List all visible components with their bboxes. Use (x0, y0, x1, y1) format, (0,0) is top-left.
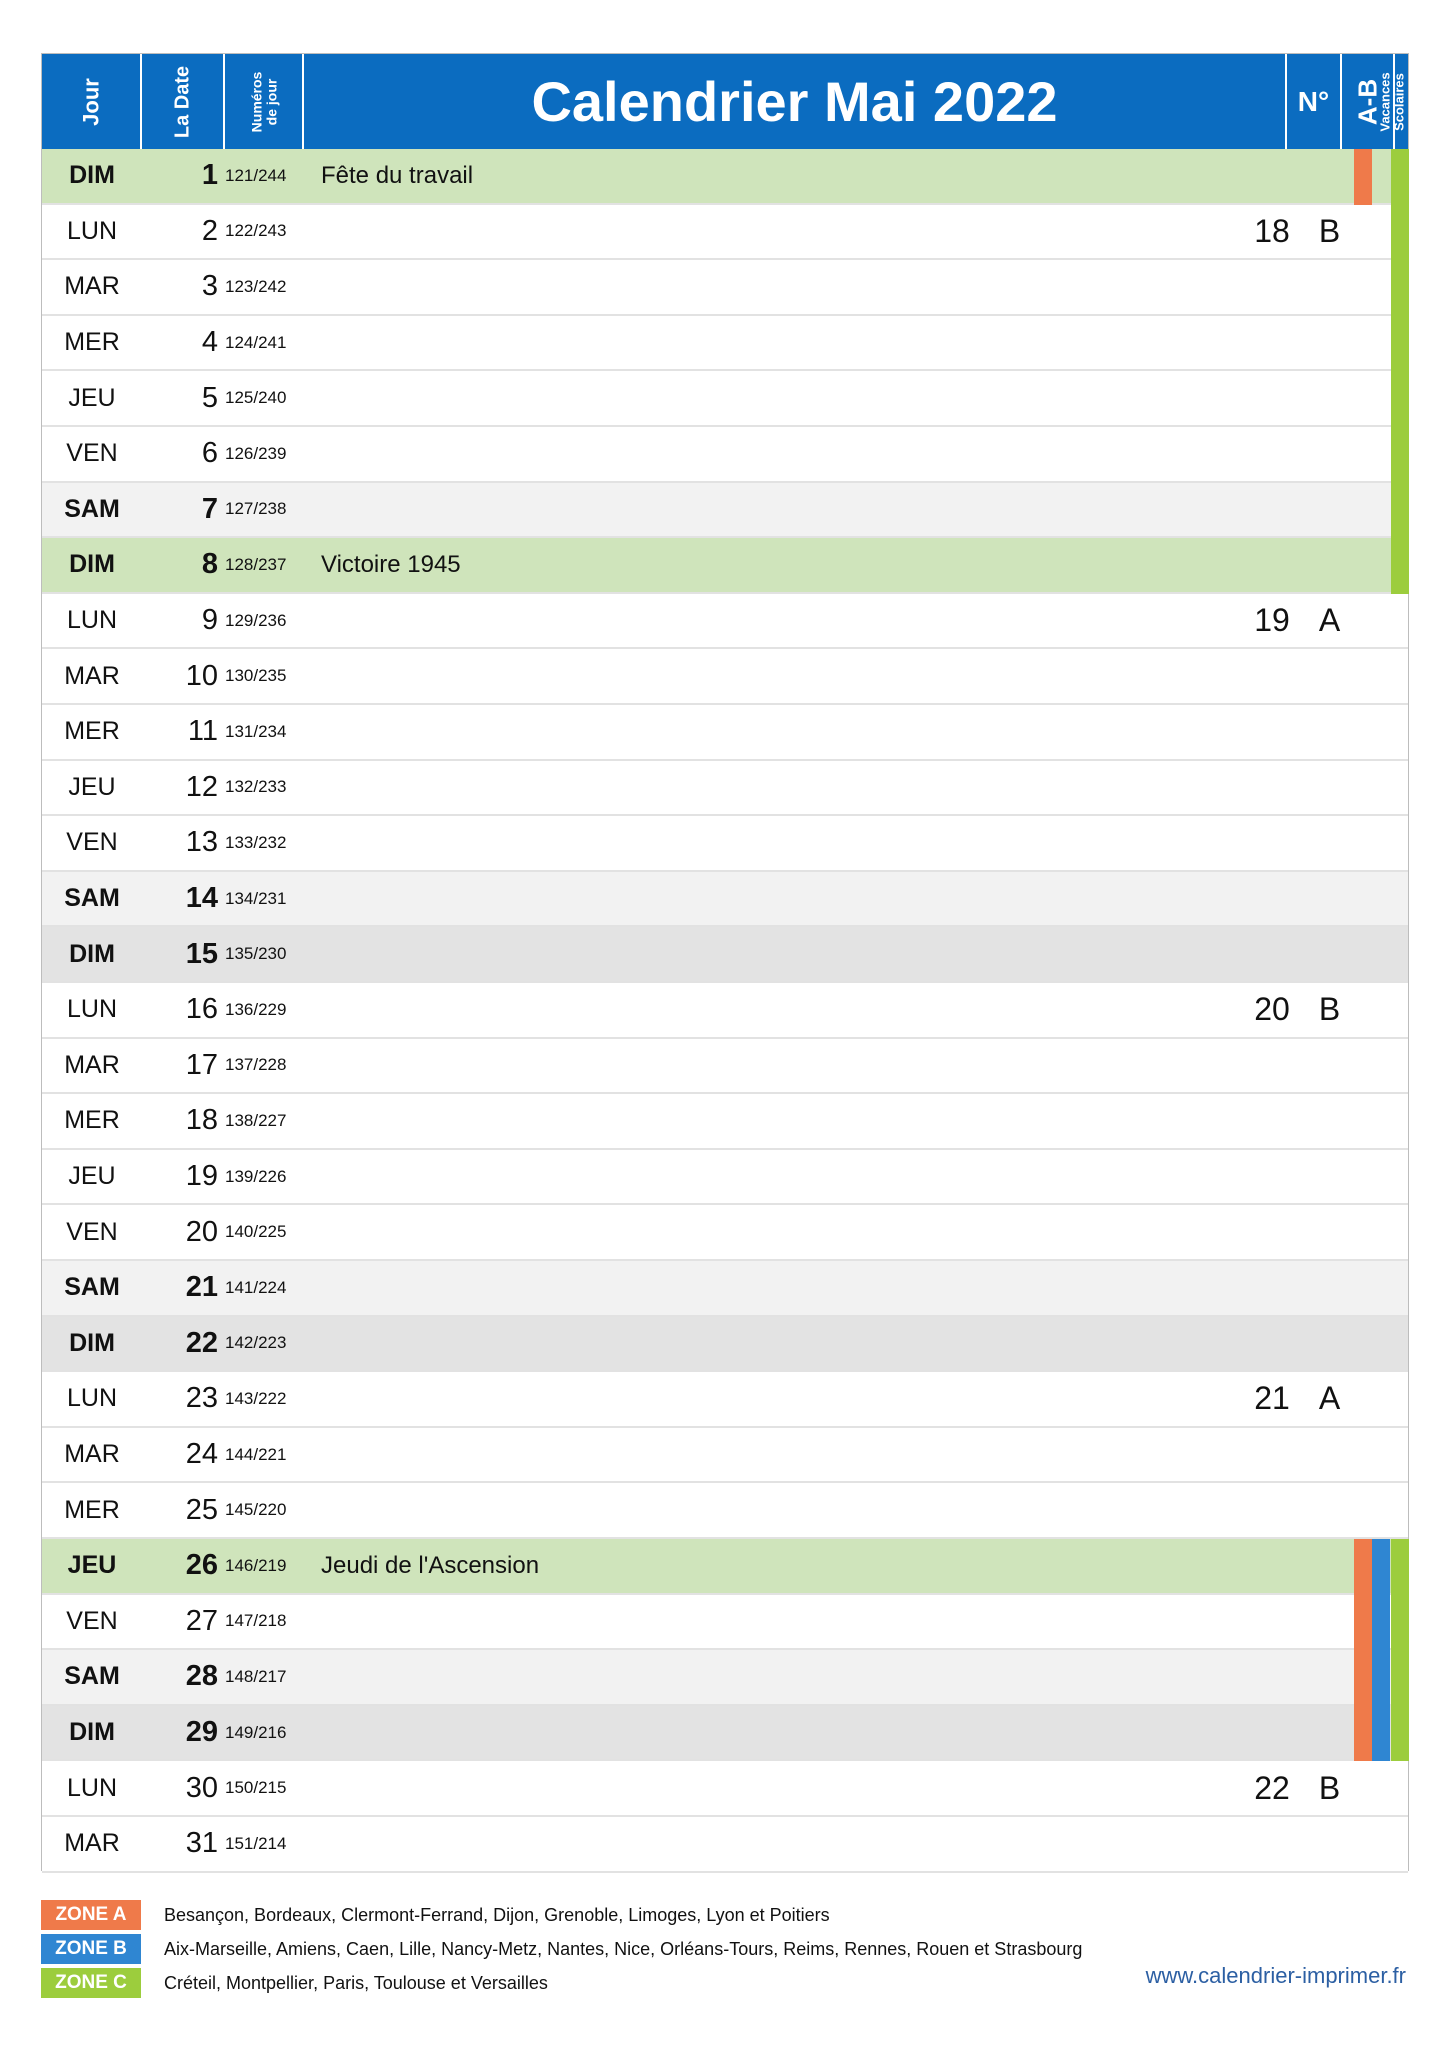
week-ab (1302, 1261, 1357, 1315)
day-row (42, 1539, 1408, 1595)
day-name: MER (64, 717, 120, 746)
week-number (1242, 1150, 1302, 1204)
day-row (42, 483, 1408, 539)
week-number (1242, 1039, 1302, 1093)
vacation-zone-b-marker (1372, 1595, 1390, 1651)
day-name: LUN (66, 1384, 117, 1413)
week-ab (1302, 1483, 1357, 1537)
week-number (1242, 927, 1302, 981)
day-number: 121/244 (225, 165, 287, 185)
day-date: 31 (185, 1827, 218, 1860)
day-number: 138/227 (225, 1110, 287, 1130)
day-row (42, 316, 1408, 372)
week-ab (1302, 483, 1357, 537)
day-name: LUN (66, 606, 117, 635)
day-event (321, 427, 921, 481)
day-event (321, 1817, 921, 1871)
week-number (1242, 1205, 1302, 1259)
week-ab (1302, 1595, 1357, 1649)
vacation-zone-a-marker (1354, 1595, 1372, 1651)
day-date: 23 (185, 1382, 218, 1415)
website-link[interactable]: www.calendrier-imprimer.fr (1145, 1963, 1406, 1988)
day-row (42, 1483, 1408, 1539)
day-name: VEN (66, 1606, 118, 1635)
header-date (142, 54, 225, 149)
week-number (1242, 816, 1302, 870)
vacation-zone-c-marker (1391, 371, 1409, 427)
day-number: 141/224 (225, 1277, 287, 1297)
day-name: MAR (64, 1440, 120, 1469)
day-event (321, 371, 921, 425)
day-row (42, 1150, 1408, 1206)
day-number: 139/226 (225, 1166, 287, 1186)
day-row (42, 983, 1408, 1039)
day-name: LUN (66, 1773, 117, 1802)
week-number (1242, 705, 1302, 759)
day-row (42, 1317, 1408, 1373)
day-event (321, 1372, 921, 1426)
header-vacances-label: Vacances Scolaires (1377, 71, 1406, 132)
week-number (1242, 483, 1302, 537)
week-number (1242, 1428, 1302, 1482)
header-jour (42, 54, 142, 149)
day-row (42, 761, 1408, 817)
week-ab (1302, 1706, 1357, 1760)
day-number: 149/216 (225, 1722, 287, 1742)
day-number: 134/231 (225, 888, 287, 908)
day-date: 20 (185, 1215, 218, 1248)
day-number: 130/235 (225, 666, 287, 686)
day-name: LUN (66, 995, 117, 1024)
day-row (42, 1205, 1408, 1261)
day-date: 9 (201, 604, 218, 637)
day-number: 128/237 (225, 554, 287, 574)
day-number: 146/219 (225, 1555, 287, 1575)
calendar-table (41, 53, 1409, 1871)
day-name: DIM (69, 939, 115, 968)
header-title-cell (304, 54, 1287, 149)
day-event: Jeudi de l'Ascension (321, 1551, 540, 1579)
vacation-zone-b-marker (1372, 1650, 1390, 1706)
week-number (1242, 149, 1302, 203)
day-name: SAM (64, 1662, 120, 1691)
week-ab (1302, 816, 1357, 870)
day-row (42, 594, 1408, 650)
day-event (321, 1094, 921, 1148)
day-date: 5 (201, 381, 218, 414)
week-ab (1302, 1150, 1357, 1204)
week-number (1242, 1706, 1302, 1760)
day-number: 140/225 (225, 1222, 287, 1242)
vacation-zone-a-marker (1354, 1539, 1372, 1595)
day-number: 147/218 (225, 1611, 287, 1631)
day-number: 142/223 (225, 1333, 287, 1353)
day-row (42, 371, 1408, 427)
day-name: JEU (68, 772, 116, 801)
day-row (42, 1817, 1408, 1873)
day-event: Victoire 1945 (321, 550, 461, 578)
week-number (1242, 1817, 1302, 1871)
day-date: 3 (201, 270, 218, 303)
day-name: SAM (64, 1273, 120, 1302)
day-name: LUN (66, 216, 117, 245)
day-date: 28 (185, 1660, 218, 1693)
day-name: DIM (69, 1328, 115, 1357)
day-date: 11 (187, 715, 218, 748)
header-week-number-label: N° (1297, 86, 1330, 117)
day-number: 148/217 (225, 1666, 287, 1686)
page-title: Calendrier Mai 2022 (531, 70, 1058, 133)
day-date: 19 (185, 1160, 218, 1193)
day-number: 144/221 (225, 1444, 287, 1464)
day-number: 143/222 (225, 1388, 287, 1408)
day-row (42, 1706, 1408, 1762)
vacation-zone-a-marker (1354, 1706, 1372, 1762)
week-ab: B (1318, 991, 1341, 1028)
zone-badge: ZONE A (41, 1900, 141, 1930)
vacation-zone-c-marker (1391, 1706, 1409, 1762)
week-number: 21 (1254, 1380, 1290, 1417)
vacation-zone-c-marker (1391, 483, 1409, 539)
day-name: JEU (68, 1162, 116, 1191)
zone-cities: Aix-Marseille, Amiens, Caen, Lille, Nancy-Metz, Nantes, Nice, Orléans-Tours, Reims, Rennes, Rouen et Strasbourg (164, 1939, 1083, 1959)
day-date: 26 (185, 1549, 218, 1582)
header-ab-label: A-B (1351, 78, 1382, 125)
day-date: 17 (185, 1048, 218, 1081)
day-event (321, 983, 921, 1037)
day-row (42, 1595, 1408, 1651)
day-name: MER (64, 328, 120, 357)
day-row (42, 1372, 1408, 1428)
day-date: 16 (185, 993, 218, 1026)
week-ab: B (1318, 1769, 1341, 1806)
week-ab (1302, 371, 1357, 425)
day-row (42, 149, 1408, 205)
day-date: 15 (185, 937, 218, 970)
day-event (321, 483, 921, 537)
week-ab (1302, 872, 1357, 926)
vacation-zone-c-marker (1391, 1595, 1409, 1651)
vacation-zone-a-marker (1354, 149, 1372, 205)
day-event: Fête du travail (321, 161, 474, 189)
day-row (42, 1428, 1408, 1484)
day-event (321, 1595, 921, 1649)
day-event (321, 816, 921, 870)
day-date: 25 (185, 1493, 218, 1526)
day-row (42, 1261, 1408, 1317)
day-number: 126/239 (225, 443, 287, 463)
week-ab (1302, 260, 1357, 314)
week-number (1242, 260, 1302, 314)
week-number (1242, 1595, 1302, 1649)
day-event (321, 1706, 921, 1760)
day-row (42, 260, 1408, 316)
day-event (321, 1650, 921, 1704)
vacation-zone-c-marker (1391, 538, 1409, 594)
week-number (1242, 1483, 1302, 1537)
day-name: MAR (64, 661, 120, 690)
day-event (321, 649, 921, 703)
day-number: 129/236 (225, 610, 287, 630)
week-number (1242, 872, 1302, 926)
week-ab (1302, 538, 1357, 592)
day-event (321, 1483, 921, 1537)
header-jour-label: Jour (78, 77, 104, 126)
day-name: MAR (64, 272, 120, 301)
day-date: 18 (185, 1104, 218, 1137)
day-row (42, 872, 1408, 928)
header-numeros-label: Numéros de jour (247, 71, 279, 132)
week-number (1242, 1317, 1302, 1371)
week-number (1242, 371, 1302, 425)
day-row (42, 538, 1408, 594)
calendar-header (42, 54, 1408, 149)
vacation-zone-c-marker (1391, 205, 1409, 261)
zone-badge: ZONE B (41, 1934, 141, 1964)
day-row (42, 1650, 1408, 1706)
day-event (321, 927, 921, 981)
day-date: 4 (201, 326, 218, 359)
day-number: 151/214 (225, 1833, 287, 1853)
day-row (42, 1761, 1408, 1817)
week-ab (1302, 427, 1357, 481)
day-number: 123/242 (225, 276, 287, 296)
zone-cities: Créteil, Montpellier, Paris, Toulouse et Versailles (164, 1973, 548, 1993)
week-ab (1302, 1205, 1357, 1259)
day-event (321, 1205, 921, 1259)
vacation-zone-c-marker (1391, 1650, 1409, 1706)
week-number (1242, 1094, 1302, 1148)
day-row (42, 816, 1408, 872)
week-ab (1302, 927, 1357, 981)
vacation-zone-b-marker (1372, 1706, 1390, 1762)
day-name: DIM (69, 161, 115, 190)
day-date: 7 (201, 492, 218, 525)
day-name: VEN (66, 1217, 118, 1246)
day-name: SAM (64, 494, 120, 523)
week-number (1242, 1650, 1302, 1704)
zone-badge: ZONE C (41, 1968, 141, 1998)
day-event (321, 1150, 921, 1204)
week-number (1242, 538, 1302, 592)
day-date: 10 (185, 659, 218, 692)
day-number: 150/215 (225, 1778, 287, 1798)
day-event (321, 1261, 921, 1315)
day-number: 122/243 (225, 221, 287, 241)
day-row (42, 649, 1408, 705)
day-row (42, 205, 1408, 261)
week-ab: B (1318, 212, 1341, 249)
day-number: 124/241 (225, 332, 287, 352)
day-event (321, 705, 921, 759)
day-name: MER (64, 1495, 120, 1524)
week-ab (1302, 1428, 1357, 1482)
day-event (321, 761, 921, 815)
day-name: DIM (69, 550, 115, 579)
day-name: MER (64, 1106, 120, 1135)
day-date: 1 (201, 159, 218, 192)
day-number: 125/240 (225, 388, 287, 408)
day-date: 27 (185, 1604, 218, 1637)
week-number (1242, 316, 1302, 370)
day-date: 8 (201, 548, 218, 581)
week-ab (1302, 316, 1357, 370)
header-vacances-text-area (1351, 54, 1408, 149)
day-date: 22 (185, 1326, 218, 1359)
week-ab (1302, 1039, 1357, 1093)
day-number: 136/229 (225, 999, 287, 1019)
vacation-zone-b-marker (1372, 1539, 1390, 1595)
day-name: MAR (64, 1829, 120, 1858)
day-number: 132/233 (225, 777, 287, 797)
day-event (321, 1428, 921, 1482)
day-event (321, 594, 921, 648)
day-row (42, 927, 1408, 983)
week-ab (1302, 149, 1357, 203)
day-date: 24 (185, 1438, 218, 1471)
header-date-label: La Date (171, 65, 193, 138)
week-number (1242, 1539, 1302, 1593)
week-number (1242, 761, 1302, 815)
week-number: 22 (1254, 1769, 1290, 1806)
week-number (1242, 649, 1302, 703)
week-ab (1302, 1094, 1357, 1148)
day-number: 145/220 (225, 1500, 287, 1520)
day-date: 6 (201, 437, 218, 470)
week-ab (1302, 705, 1357, 759)
day-row (42, 427, 1408, 483)
day-event (321, 872, 921, 926)
vacation-zone-a-marker (1354, 1650, 1372, 1706)
week-number (1242, 1261, 1302, 1315)
day-name: VEN (66, 828, 118, 857)
vacation-zone-c-marker (1391, 316, 1409, 372)
header-numeros (225, 54, 304, 149)
day-number: 127/238 (225, 499, 287, 519)
day-date: 30 (185, 1771, 218, 1804)
week-ab (1302, 761, 1357, 815)
week-ab (1302, 1539, 1357, 1593)
day-name: MAR (64, 1050, 120, 1079)
zone-cities: Besançon, Bordeaux, Clermont-Ferrand, Dijon, Grenoble, Limoges, Lyon et Poitiers (164, 1905, 830, 1925)
week-ab: A (1318, 1380, 1341, 1417)
week-ab (1302, 1317, 1357, 1371)
day-row (42, 1039, 1408, 1095)
day-event (321, 1039, 921, 1093)
day-number: 137/228 (225, 1055, 287, 1075)
header-week-number (1287, 54, 1342, 149)
week-number: 19 (1254, 602, 1290, 639)
day-event (321, 205, 921, 259)
day-number: 135/230 (225, 944, 287, 964)
day-number: 133/232 (225, 832, 287, 852)
day-event (321, 1761, 921, 1815)
day-name: JEU (67, 1551, 117, 1580)
day-date: 14 (185, 882, 218, 915)
vacation-zone-c-marker (1391, 427, 1409, 483)
week-ab (1302, 1817, 1357, 1871)
day-date: 13 (185, 826, 218, 859)
week-ab (1302, 649, 1357, 703)
day-date: 12 (185, 770, 218, 803)
day-row (42, 705, 1408, 761)
vacation-zone-c-marker (1391, 1539, 1409, 1595)
day-date: 2 (201, 214, 218, 247)
day-name: DIM (69, 1718, 115, 1747)
week-ab (1302, 1650, 1357, 1704)
day-date: 29 (185, 1716, 218, 1749)
day-row (42, 1094, 1408, 1150)
day-name: VEN (66, 439, 118, 468)
week-number: 20 (1254, 991, 1290, 1028)
day-event (321, 1317, 921, 1371)
day-date: 21 (185, 1271, 218, 1304)
day-number: 131/234 (225, 721, 287, 741)
day-event (321, 316, 921, 370)
day-name: JEU (68, 383, 116, 412)
week-number (1242, 427, 1302, 481)
vacation-zone-c-marker (1391, 149, 1409, 205)
week-number: 18 (1254, 212, 1290, 249)
day-name: SAM (64, 884, 120, 913)
day-event (321, 260, 921, 314)
vacation-zone-c-marker (1391, 260, 1409, 316)
week-ab: A (1318, 602, 1341, 639)
